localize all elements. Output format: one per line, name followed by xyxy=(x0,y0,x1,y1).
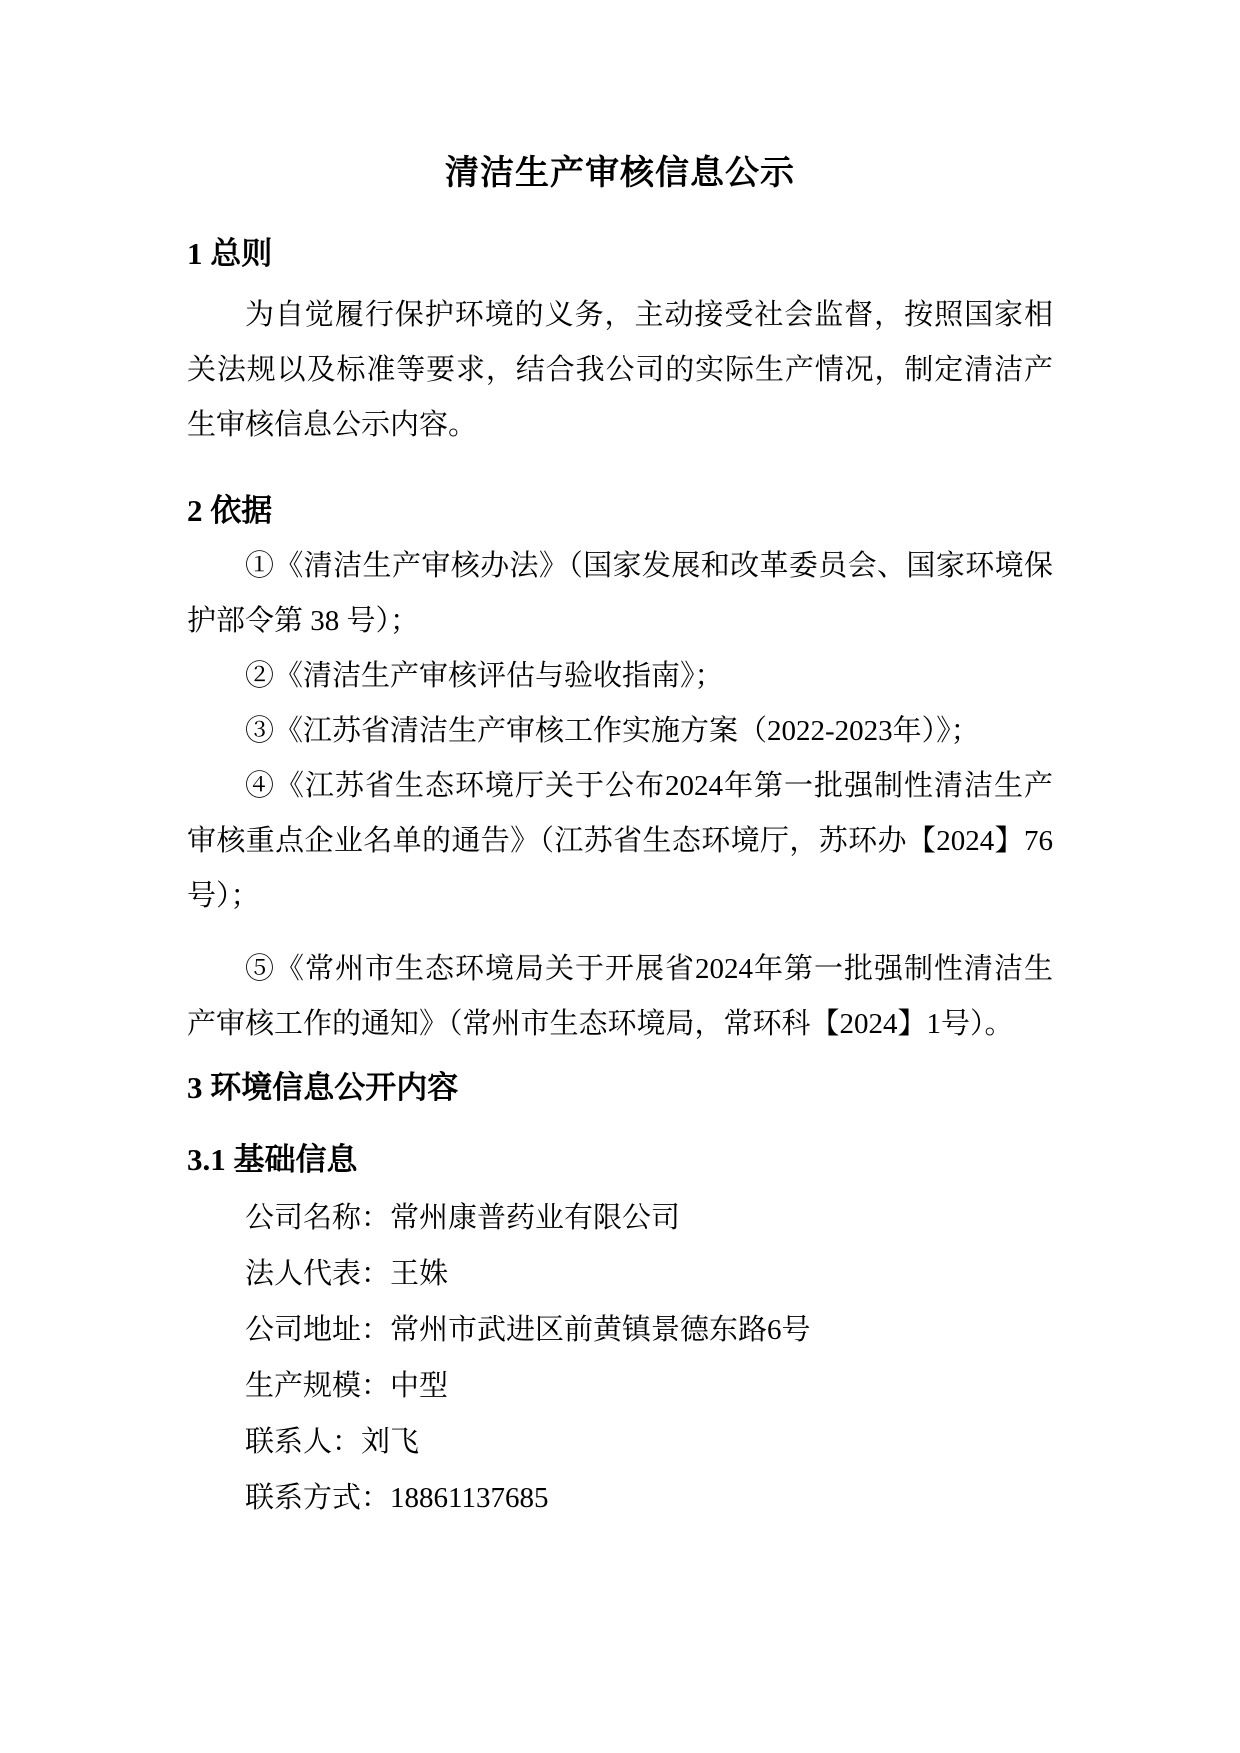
info-separator: ： xyxy=(361,1370,391,1402)
info-label: 生产规模 xyxy=(245,1370,362,1402)
basis-list xyxy=(187,539,1053,1052)
section-2-heading: 2 依据 xyxy=(187,493,273,528)
basis-item-4: ④《江苏省生态环境厅关于公布2024年第一批强制性清洁生产审核重点企业名单的通告》（江苏省生态环境厅，苏环办【2024】76号）； xyxy=(187,770,1053,912)
info-label: 公司地址 xyxy=(245,1314,362,1346)
basis-item-2: ②《清洁生产审核评估与验收指南》； xyxy=(245,660,724,692)
info-value: 常州市武进区前黄镇景德东路6号 xyxy=(390,1314,811,1346)
basis-item-3: ③《江苏省清洁生产审核工作实施方案（2022-2023年）》； xyxy=(245,715,980,747)
info-label: 联系人 xyxy=(245,1426,333,1458)
info-label: 公司名称 xyxy=(245,1202,362,1234)
basis-item-5: ⑤《常州市生态环境局关于开展省2024年第一批强制性清洁生产审核工作的通知》（常州市生态环境局，常环科【2024】1号）。 xyxy=(187,953,1053,1040)
info-label: 法人代表 xyxy=(245,1258,362,1290)
basic-info-block xyxy=(187,1190,1053,1526)
info-separator: ： xyxy=(361,1482,391,1514)
info-line-contact-phone xyxy=(187,1470,1053,1526)
info-line-scale xyxy=(187,1358,1053,1414)
section-1-paragraph: 为自觉履行保护环境的义务，主动接受社会监督，按照国家相关法规以及标准等要求，结合我公司的实际生产情况，制定清洁产生审核信息公示内容。 xyxy=(187,299,1053,441)
info-separator: ： xyxy=(361,1258,391,1290)
info-value: 常州康普药业有限公司 xyxy=(390,1202,681,1234)
info-separator: ： xyxy=(361,1202,391,1234)
info-label: 联系方式 xyxy=(245,1482,362,1514)
info-separator: ： xyxy=(332,1426,362,1458)
info-line-legal-rep xyxy=(187,1246,1053,1302)
section-3-heading: 3 环境信息公开内容 xyxy=(187,1070,459,1105)
info-line-address xyxy=(187,1302,1053,1358)
document-title: 清洁生产审核信息公示 xyxy=(445,155,795,192)
section-3-1-heading: 3.1 基础信息 xyxy=(187,1142,358,1177)
info-value: 18861137685 xyxy=(390,1482,549,1514)
info-value: 刘飞 xyxy=(361,1426,420,1458)
info-line-contact-person xyxy=(187,1414,1053,1470)
info-value: 中型 xyxy=(390,1370,449,1402)
info-value: 王姝 xyxy=(390,1258,449,1290)
info-separator: ： xyxy=(361,1314,391,1346)
basis-item-1: ①《清洁生产审核办法》（国家发展和改革委员会、国家环境保护部令第 38 号）； xyxy=(187,550,1053,637)
info-line-company-name xyxy=(187,1190,1053,1246)
section-1-heading: 1 总则 xyxy=(187,236,273,271)
